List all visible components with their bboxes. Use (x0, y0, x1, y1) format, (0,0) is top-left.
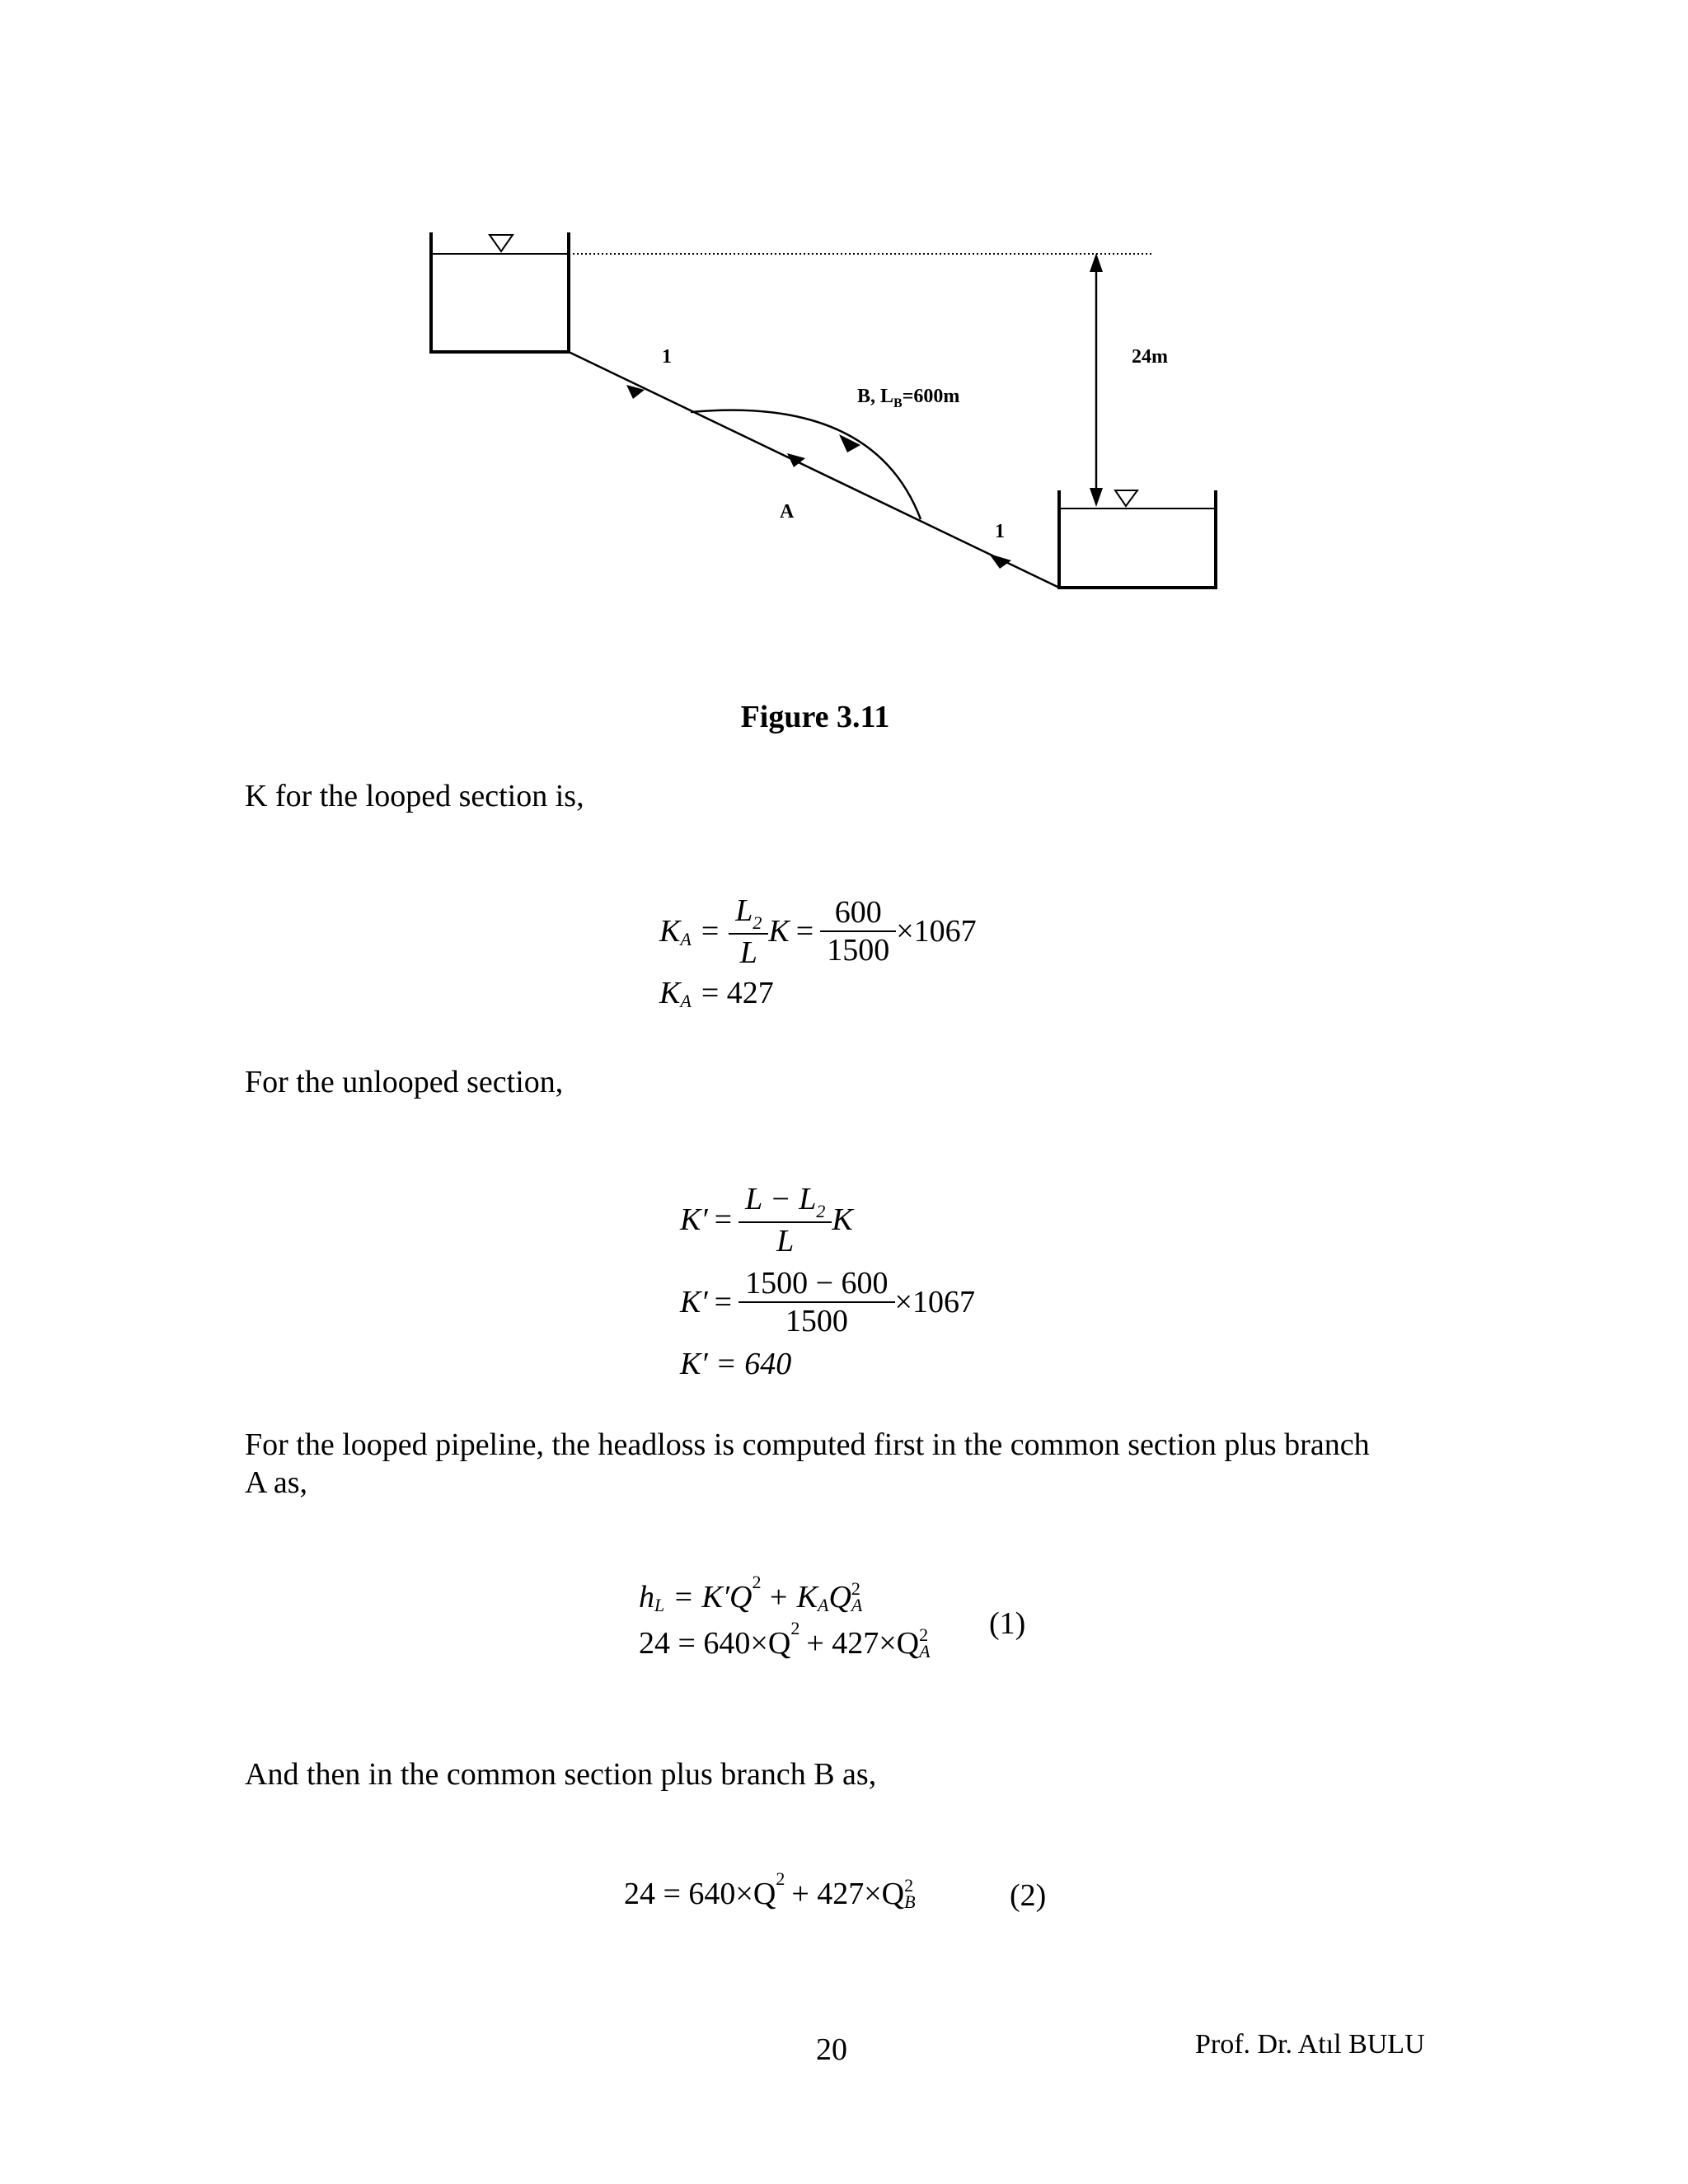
upper-reservoir (431, 232, 569, 352)
equation-ka: K A = $\frac{L_2}{L}$ K = $\frac{600}{1500}$ ×1067 K A = 427 (659, 893, 977, 1011)
water-level-icon (490, 235, 513, 251)
label-pipe-1-left: 1 (662, 346, 672, 368)
paragraph-looped-pipeline: For the looped pipeline, the headloss is computed first in the common section plus branch A as, (245, 1427, 1370, 1500)
flow-arrow-icon (839, 434, 860, 452)
author-footer: Prof. Dr. Atıl BULU (1195, 2029, 1425, 2060)
paragraph-looped-section: K for the looped section is, (245, 779, 584, 813)
label-pipe-1-right: 1 (995, 521, 1005, 542)
lower-reservoir (1059, 490, 1216, 588)
equation-1-number: (1) (989, 1606, 1026, 1641)
equation-2-number: (2) (1010, 1878, 1047, 1913)
label-branch-a: A (780, 501, 795, 523)
figure-3-11-diagram (0, 0, 1688, 626)
label-branch-b: B, $L_B=600m$ (857, 386, 960, 410)
height-dimension (1090, 253, 1103, 507)
flow-arrow-icon (989, 554, 1011, 569)
label-height: 24m (1132, 346, 1168, 368)
equation-1-headloss: h L = K′Q 2 + K A Q 2 A 24 = 640×Q 2 + 427×Q 2 A (639, 1572, 931, 1661)
page-number: 20 (816, 2032, 847, 2067)
paragraph-unlooped-section: For the unlooped section, (245, 1065, 564, 1099)
main-pipe (569, 352, 1059, 588)
equation-kprime: K′ = $\frac{L - L_2}{L}$ K K′ = $\frac{1500 - 600}{1500}$ ×1067 K′ = 640 (680, 1181, 975, 1381)
figure-caption: Figure 3.11 (740, 700, 890, 734)
water-level-icon (1115, 490, 1137, 506)
equation-2-branch-b: 24 = 640×Q 2 + 427×Q 2 B (624, 1868, 916, 1912)
paragraph-branch-b: And then in the common section plus branch B as, (245, 1757, 877, 1792)
